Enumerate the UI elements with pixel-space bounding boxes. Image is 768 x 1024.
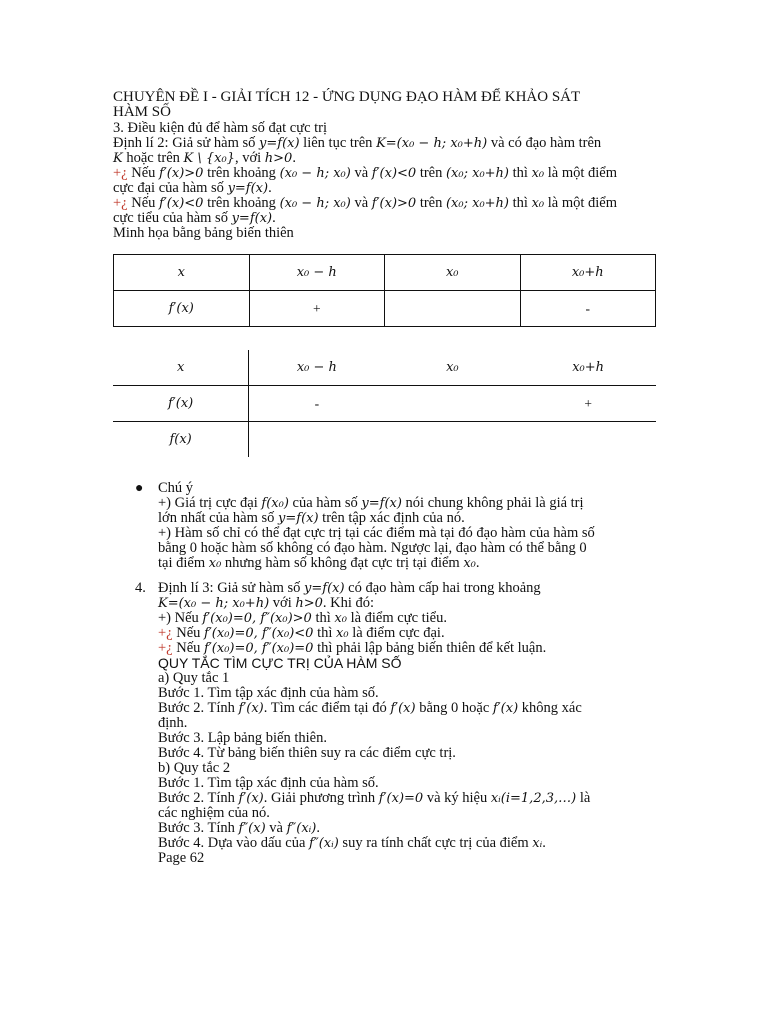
table-header-cell: x₀+h bbox=[520, 350, 656, 386]
table-header-cell: x bbox=[113, 350, 249, 386]
table-header-cell: x₀+h bbox=[520, 255, 656, 291]
page-title: CHUYÊN ĐỀ I - GIẢI TÍCH 12 - ỨNG DỤNG ĐẠO HÀM ĐỂ KHẢO SÁT HÀM SỐ bbox=[113, 89, 581, 120]
theorem-3-line-3: +¿ Nếu f′(x₀)=0, f″(x₀)=0 thì phải lập bảng biến thiên để kết luận. bbox=[158, 640, 547, 656]
theorem-3-line-2: +¿ Nếu f′(x₀)=0, f″(x₀)<0 thì x₀ là điểm cực đại. bbox=[158, 625, 445, 641]
section-heading: 3. Điều kiện đủ để hàm số đạt cực trị bbox=[113, 120, 328, 136]
table-header-cell: x₀ − h bbox=[249, 255, 385, 291]
page-number: Page 62 bbox=[158, 850, 205, 866]
condition-maximum: +¿ Nếu f′(x)>0 trên khoảng (x₀ − h; x₀) và f′(x)<0 trên (x₀; x₀+h) thì x₀ là một điểm cực đại của hàm số y=f(x). bbox=[113, 165, 617, 196]
rule-1-step-2: Bước 2. Tính f′(x). Tìm các điểm tại đó f′(x) bằng 0 hoặc f′(x) không xác định. bbox=[158, 700, 582, 731]
rule-1-step-3: Bước 3. Lập bảng biến thiên. bbox=[158, 730, 327, 746]
theorem-3: 4. Định lí 3: Giả sử hàm số y=f(x) có đạo hàm cấp hai trong khoảng K=(x₀ − h; x₀+h) với h>0. Khi đó: +) Nếu f′(x₀)=0, f″(x₀)>0 thì x₀ là điểm cực tiểu. +¿ Nếu f′(x₀)=0, f″(x₀)<0 thì x₀ là điểm cực đại. +¿ Nếu f′(x₀)=0, f″(x₀)=0 thì phải lập bảng biến thiên để kết luận. bbox=[113, 581, 658, 656]
sign-cell: + bbox=[249, 291, 385, 327]
rule-2-title: b) Quy tắc 2 bbox=[158, 760, 231, 776]
sign-cell bbox=[385, 386, 521, 422]
empty-cell bbox=[385, 422, 521, 458]
table-header-cell: x₀ bbox=[385, 255, 521, 291]
rules-title: QUY TẮC TÌM CỰC TRỊ CỦA HÀM SỐ bbox=[158, 655, 402, 671]
document-page bbox=[113, 90, 658, 866]
rule-2-step-4: Bước 4. Dựa vào dấu của f″(xᵢ) suy ra tính chất cực trị của điểm xᵢ. bbox=[158, 835, 546, 851]
note-block bbox=[113, 481, 658, 571]
sign-cell: - bbox=[520, 291, 656, 327]
rule-1-step-4: Bước 4. Từ bảng biến thiên suy ra các điểm cực trị. bbox=[158, 745, 456, 761]
table-header-cell: x bbox=[114, 255, 250, 291]
note-paragraph-1: +) Giá trị cực đại f(x₀) của hàm số y=f(x) nói chung không phải là giá trị lớn nhất của hàm số y=f(x) trên tập xác định của nó. bbox=[158, 495, 584, 526]
empty-cell bbox=[249, 422, 385, 458]
illustration-caption: Minh họa bằng bảng biến thiên bbox=[113, 225, 294, 241]
rule-2-step-3: Bước 3. Tính f″(x) và f″(xᵢ). bbox=[158, 820, 320, 836]
rule-2-step-2: Bước 2. Tính f′(x). Giải phương trình f′(x)=0 và ký hiệu xᵢ(i=1,2,3,…) là các nghiệm của nó. bbox=[158, 790, 591, 821]
note-paragraph-2: +) Hàm số chỉ có thể đạt cực trị tại các điểm mà tại đó đạo hàm của hàm số bằng 0 hoặc hàm số không có đạo hàm. Ngược lại, đạo hàm có thể bằng 0 tại điểm x₀ nhưng hàm số không đạt cực trị tại điểm x₀. bbox=[158, 525, 595, 571]
sign-cell: + bbox=[520, 386, 656, 422]
sign-cell bbox=[385, 291, 521, 327]
theorem-3-line-1: +) Nếu f′(x₀)=0, f″(x₀)>0 thì x₀ là điểm cực tiểu. bbox=[158, 610, 447, 626]
bullet-icon: ● bbox=[135, 481, 144, 496]
variation-table-max bbox=[113, 254, 656, 327]
variation-table-min bbox=[113, 350, 656, 457]
table-row-label: f′(x) bbox=[114, 291, 250, 327]
rules-block bbox=[113, 656, 658, 866]
list-item bbox=[113, 481, 658, 571]
condition-minimum: +¿ Nếu f′(x)<0 trên khoảng (x₀ − h; x₀) và f′(x)>0 trên (x₀; x₀+h) thì x₀ là một điểm cực tiểu của hàm số y=f(x). bbox=[113, 195, 617, 226]
rule-1-title: a) Quy tắc 1 bbox=[158, 670, 230, 686]
table-row-label: f′(x) bbox=[113, 386, 249, 422]
list-number: 4. bbox=[135, 580, 146, 596]
sign-cell: - bbox=[249, 386, 385, 422]
note-title: Chú ý bbox=[158, 480, 194, 496]
theorem-2: Định lí 2: Giả sử hàm số y=f(x) liên tục trên K=(x₀ − h; x₀+h) và có đạo hàm trên K hoặc trên K \ {x₀}, với h>0. bbox=[113, 135, 602, 166]
table-row-label: f(x) bbox=[113, 422, 249, 458]
rule-1-step-1: Bước 1. Tìm tập xác định của hàm số. bbox=[158, 685, 379, 701]
table-header-cell: x₀ bbox=[385, 350, 521, 386]
rule-2-step-1: Bước 1. Tìm tập xác định của hàm số. bbox=[158, 775, 379, 791]
empty-cell bbox=[520, 422, 656, 458]
table-header-cell: x₀ − h bbox=[249, 350, 385, 386]
